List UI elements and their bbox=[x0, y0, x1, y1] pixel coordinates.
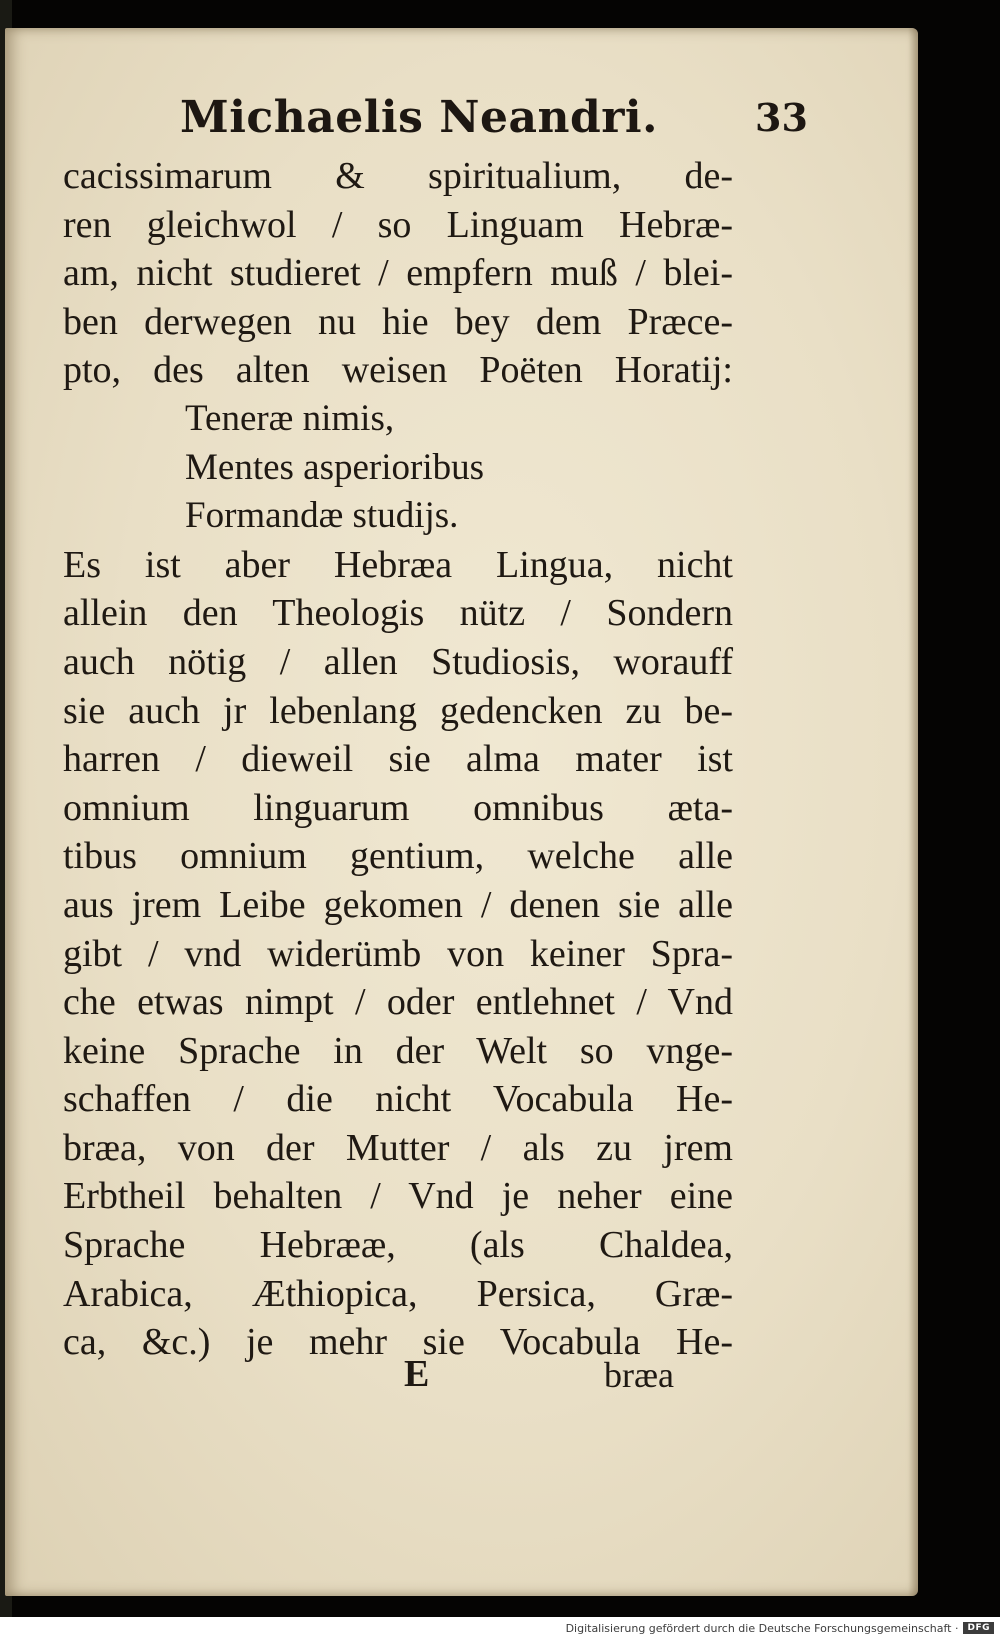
body-text bbox=[63, 152, 733, 1367]
signature-mark: E bbox=[404, 1353, 430, 1395]
text-line: allein den Theologis nütz / Sondern bbox=[63, 592, 733, 635]
text-line: Sprache Hebrææ, (als Chaldea, bbox=[63, 1224, 733, 1267]
verse-line: Teneræ nimis, bbox=[185, 397, 395, 439]
text-line: harren / dieweil sie alma mater ist bbox=[63, 738, 733, 781]
text-line: Arabica, Æthiopica, Persica, Græ‑ bbox=[63, 1272, 733, 1315]
text-line: sie auch jr lebenlang gedencken zu be‑ bbox=[63, 689, 733, 732]
text-line: cacissimarum & spiritualium, de‑ bbox=[63, 155, 733, 197]
verse-line: Formandæ studijs. bbox=[185, 495, 459, 537]
text-line: pto, des alten weisen Poëten Horatij: bbox=[63, 349, 733, 392]
text-line: aus jrem Leibe gekomen / denen sie alle bbox=[63, 883, 733, 926]
footer-bar bbox=[0, 1617, 1000, 1639]
text-line: keine Sprache in der Welt so vnge‑ bbox=[63, 1029, 733, 1072]
funding-credit: Digitalisierung gefördert durch die Deutsche Forschungsgemeinschaft · bbox=[565, 1621, 959, 1635]
text-line: tibus omnium gentium, welche alle bbox=[63, 835, 733, 878]
verse-line: Mentes asperioribus bbox=[185, 446, 485, 488]
text-line: bræa, von der Mutter / als zu jrem bbox=[63, 1126, 733, 1169]
text-line: auch nötig / allen Studiosis, worauff bbox=[63, 640, 733, 683]
text-line: ren gleichwol / so Linguam Hebræ‑ bbox=[63, 203, 733, 246]
text-line: Erbtheil behalten / Vnd je neher eine bbox=[63, 1175, 733, 1218]
text-line: gibt / vnd widerümb von keiner Spra‑ bbox=[63, 932, 733, 975]
page-number: 33 bbox=[755, 95, 808, 140]
running-head: Michaelis Neandri. bbox=[180, 92, 658, 143]
page-edge-shadow bbox=[908, 28, 918, 1596]
text-line: Es ist aber Hebræa Lingua, nicht bbox=[63, 543, 733, 586]
text-line: omnium linguarum omnibus æta‑ bbox=[63, 786, 733, 829]
text-line: am, nicht studieret / empfern muß / blei‑ bbox=[63, 252, 733, 295]
text-line: che etwas nimpt / oder entlehnet / Vnd bbox=[63, 981, 733, 1024]
dfg-logo: DFG bbox=[963, 1622, 994, 1634]
text-line: ben derwegen nu hie bey dem Præce‑ bbox=[63, 300, 733, 343]
catchword: bræa bbox=[604, 1355, 674, 1395]
text-line: ca, &c.) je mehr sie Vocabula He‑ bbox=[63, 1321, 733, 1364]
text-line: schaffen / die nicht Vocabula He‑ bbox=[63, 1078, 733, 1121]
